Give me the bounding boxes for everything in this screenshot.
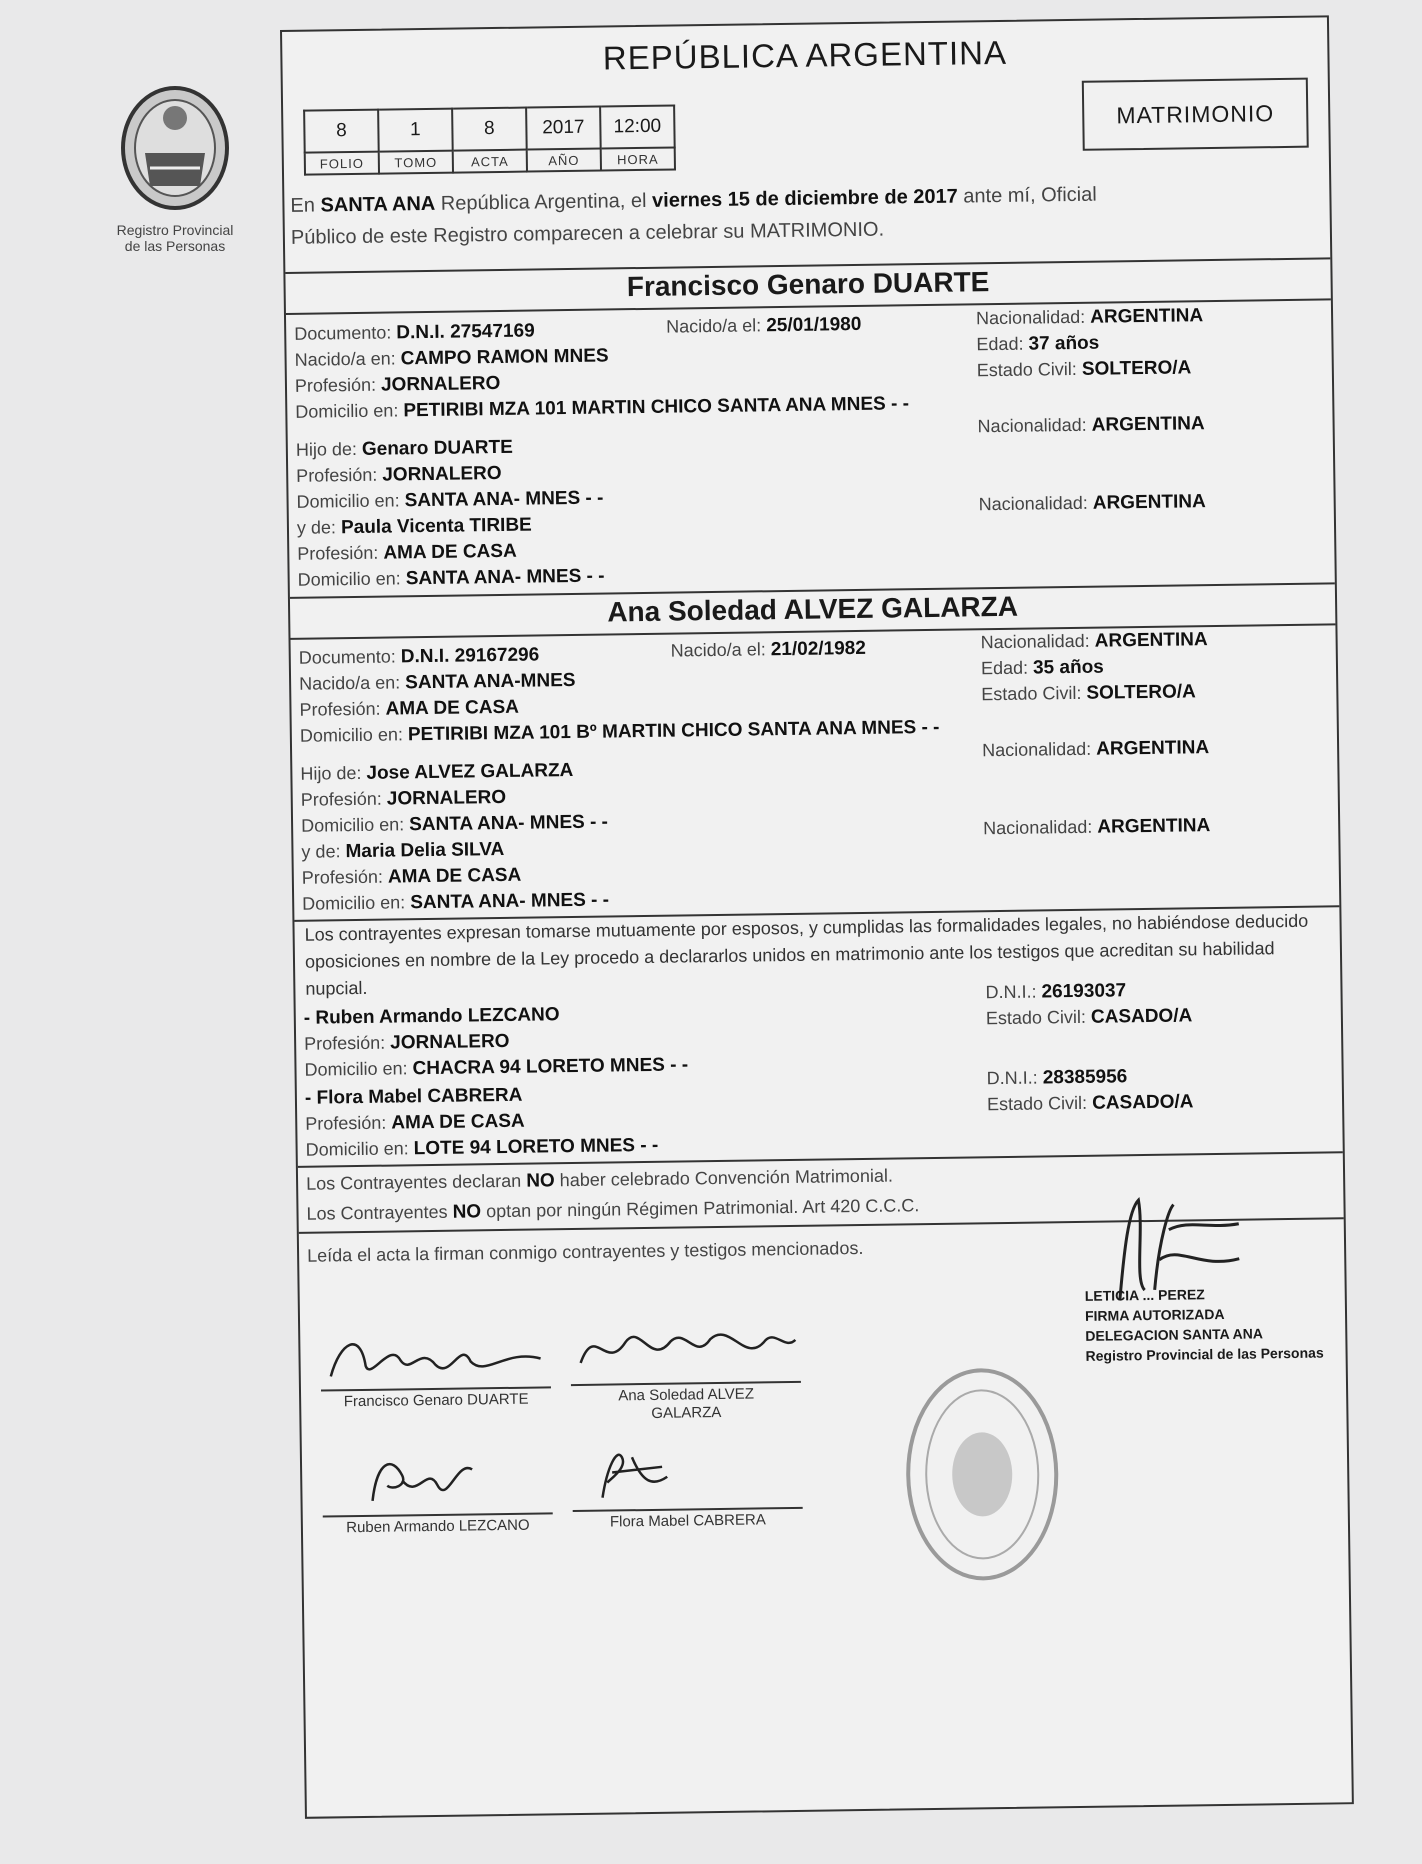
acta-label: ACTA — [453, 150, 527, 173]
spouse1-father-name: Hijo de: Genaro DUARTE — [295, 436, 514, 460]
anio-value: 2017 — [526, 107, 601, 150]
spouse1-age: Edad: 37 años — [976, 332, 1100, 355]
witness1-address: Domicilio en: CHACRA 94 LORETO MNES - - — [304, 1054, 689, 1080]
hora-label: HORA — [601, 148, 675, 171]
spouse2-mother-profession: Profesión: AMA DE CASA — [301, 864, 522, 888]
acta-value: 8 — [452, 108, 527, 151]
spouse2-mother-address: Domicilio en: SANTA ANA- MNES - - — [302, 889, 610, 914]
witness2-profession: Profesión: AMA DE CASA — [305, 1110, 525, 1134]
convention-statement: Los Contrayentes declaran NO haber celebrado Convención Matrimonial. — [305, 1165, 894, 1194]
signature-scribble — [362, 1449, 483, 1511]
spouse2-father-profession: Profesión: JORNALERO — [300, 786, 507, 810]
spouse1-father-profession: Profesión: JORNALERO — [296, 462, 502, 486]
spouse1-birthplace: Nacido/a en: CAMPO RAMON MNES — [294, 345, 609, 370]
spouse2-father-name: Hijo de: Jose ALVEZ GALARZA — [300, 759, 574, 784]
closing-text: Leída el acta la firman conmigo contrayentes y testigos mencionados. — [306, 1237, 864, 1266]
spouse1-mother-address: Domicilio en: SANTA ANA- MNES - - — [297, 565, 605, 590]
hora-value: 12:00 — [600, 106, 675, 149]
spouse1-nationality: Nacionalidad: ARGENTINA — [975, 305, 1204, 329]
record-type-box: MATRIMONIO — [1082, 78, 1309, 151]
spouse1-mother-profession: Profesión: AMA DE CASA — [297, 540, 517, 564]
witness1-profession: Profesión: JORNALERO — [304, 1030, 510, 1054]
signature-witness2: Flora Mabel CABRERA — [609, 1511, 766, 1531]
record-reference-table — [303, 104, 676, 175]
document-title: REPÚBLICA ARGENTINA — [602, 33, 1008, 77]
spouse2-document: Documento: D.N.I. 29167296 — [298, 644, 540, 668]
declaration-text: Los contrayentes expresan tomarse mutuamente por esposos, y cumplidas las formalidades legales, no habiéndose deducido oposiciones en nombre de la Ley procedo a declararlos unidos en matrimonio ante los testigos que acreditan su habilidad nupcial. — [304, 910, 1309, 999]
folio-label: FOLIO — [305, 152, 379, 175]
spouse2-profession: Profesión: AMA DE CASA — [299, 696, 520, 720]
anio-label: AÑO — [527, 149, 601, 172]
regime-statement: Los Contrayentes NO optan por ningún Régimen Patrimonial. Art 420 C.C.C. — [306, 1195, 920, 1224]
registry-logo — [80, 78, 270, 254]
witness1-civil-status: Estado Civil: CASADO/A — [985, 1005, 1193, 1029]
spouse2-address: Domicilio en: PETIRIBI MZA 101 Bº MARTIN CHICO SANTA ANA MNES - - — [299, 716, 940, 746]
spouse2-father-address: Domicilio en: SANTA ANA- MNES - - — [300, 811, 609, 836]
spouse2-civil-status: Estado Civil: SOLTERO/A — [981, 681, 1196, 705]
witness2-civil-status: Estado Civil: CASADO/A — [986, 1091, 1194, 1115]
spouse1-civil-status: Estado Civil: SOLTERO/A — [976, 357, 1192, 381]
spouse1-address: Domicilio en: PETIRIBI MZA 101 MARTIN CHICO SANTA ANA MNES - - — [295, 393, 910, 422]
signature-scribble — [582, 1436, 703, 1508]
signature-scribble — [320, 1318, 551, 1391]
spouse2-father-nationality: Nacionalidad: ARGENTINA — [981, 737, 1210, 761]
spouse2-name: Ana Soledad ALVEZ GALARZA — [607, 590, 1019, 628]
authorized-signature-stamp: LETICIA ... PEREZ FIRMA AUTORIZADA DELEGACION SANTA ANA Registro Provincial de las Personas — [1084, 1286, 1324, 1364]
witness2-name: - Flora Mabel CABRERA — [304, 1084, 523, 1109]
spouse2-age: Edad: 35 años — [980, 656, 1104, 679]
spouse1-mother-nationality: Nacionalidad: ARGENTINA — [978, 491, 1206, 515]
witness2-address: Domicilio en: LOTE 94 LORETO MNES - - — [305, 1134, 659, 1160]
spouse1-document: Documento: D.N.I. 27547169 — [294, 320, 535, 344]
official-seal-icon — [901, 1363, 1064, 1585]
spouse2-mother-name: y de: Maria Delia SILVA — [301, 838, 505, 863]
signature-spouse2: Ana Soledad ALVEZ GALARZA — [618, 1385, 755, 1422]
marriage-certificate — [280, 15, 1354, 1818]
spouse1-profession: Profesión: JORNALERO — [294, 372, 501, 396]
spouse2-mother-nationality: Nacionalidad: ARGENTINA — [983, 815, 1211, 839]
provincial-seal-icon — [110, 78, 240, 218]
spouse1-mother-name: y de: Paula Vicenta TIRIBE — [296, 514, 532, 539]
spouse1-father-nationality: Nacionalidad: ARGENTINA — [977, 413, 1205, 437]
spouse1-birthdate: Nacido/a el: 25/01/1980 — [666, 313, 862, 337]
folio-value: 8 — [304, 110, 379, 153]
signature-scribble — [570, 1310, 801, 1383]
witness1-dni: D.N.I.: 26193037 — [985, 980, 1127, 1003]
signature-witness1: Ruben Armando LEZCANO — [346, 1516, 530, 1537]
spouse1-name: Francisco Genaro DUARTE — [626, 266, 990, 303]
spouse2-birthplace: Nacido/a en: SANTA ANA-MNES — [298, 669, 576, 694]
organization-name: Registro Provincial de las Personas — [116, 222, 234, 254]
witness2-dni: D.N.I.: 28385956 — [986, 1066, 1128, 1089]
tomo-label: TOMO — [379, 151, 453, 174]
spouse2-nationality: Nacionalidad: ARGENTINA — [980, 629, 1208, 653]
tomo-value: 1 — [378, 109, 453, 152]
signature-spouse1: Francisco Genaro DUARTE — [343, 1390, 529, 1411]
spouse1-father-address: Domicilio en: SANTA ANA- MNES - - — [296, 487, 604, 512]
witness1-name: - Ruben Armando LEZCANO — [303, 1004, 560, 1029]
intro-text: En SANTA ANA República Argentina, el viernes 15 de diciembre de 2017 ante mí, Oficial Público de este Registro comparecen a celebrar su MATRIMONIO. — [290, 183, 1097, 249]
spouse2-birthdate: Nacido/a el: 21/02/1982 — [670, 637, 867, 661]
